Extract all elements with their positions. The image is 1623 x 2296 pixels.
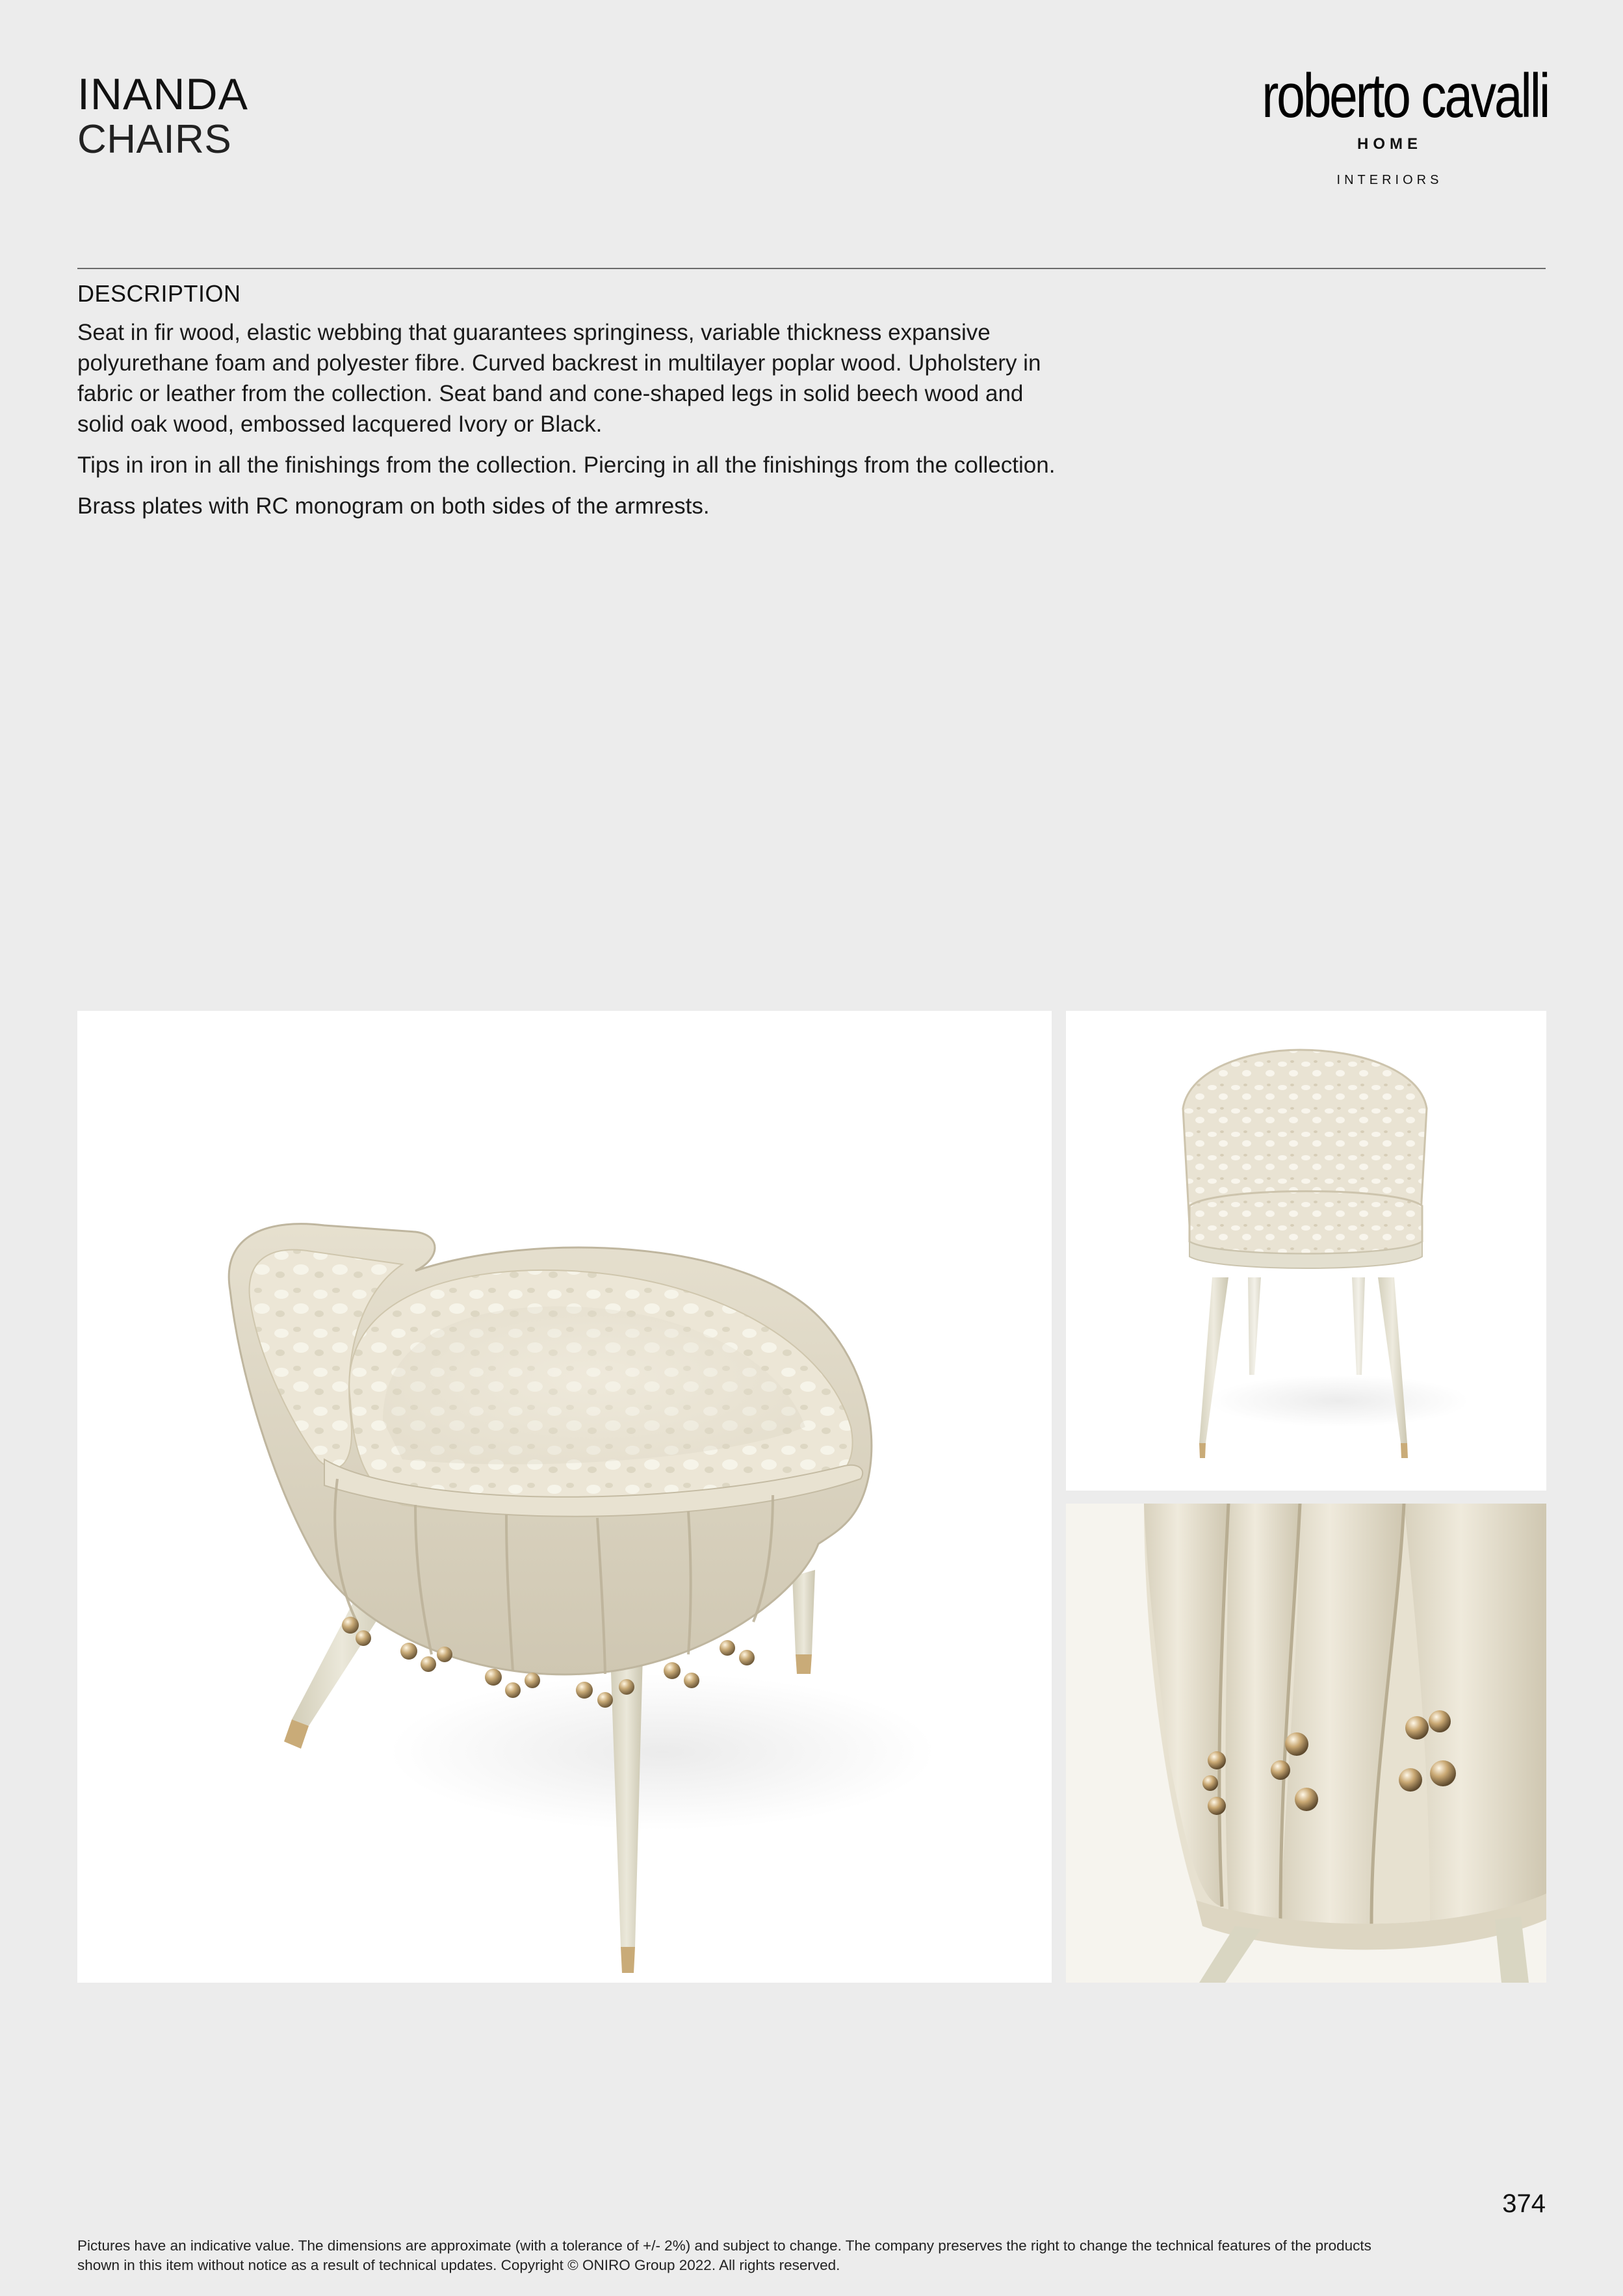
brand-home-label: HOME	[1357, 135, 1422, 153]
brand-wordmark: roberto cavalli	[1262, 61, 1549, 131]
chair-detail-view-photo	[1066, 1504, 1546, 1983]
description-section	[77, 280, 1072, 532]
chair-detail-view-illustration	[1066, 1504, 1546, 1983]
product-category: CHAIRS	[77, 117, 232, 162]
header-divider	[77, 268, 1546, 269]
footer-disclaimer: Pictures have an indicative value. The dimensions are approximate (with a tolerance of +/- 2%) and subject to change. The company preserves the right to change the technical features of the products shown in this item without notice as a result of technical updates. Copyright © ONIRO Group 2022. All rights reserved.	[77, 2237, 1371, 2273]
description-heading: DESCRIPTION	[77, 280, 241, 307]
title-block	[77, 70, 248, 161]
page-number: 374	[1502, 2189, 1546, 2218]
description-paragraph: Brass plates with RC monogram on both sides of the armrests.	[77, 493, 710, 519]
chair-front-view-photo	[1066, 1011, 1546, 1491]
chair-front-view-illustration	[1066, 1011, 1546, 1491]
brand-logo	[1234, 61, 1549, 188]
brand-interiors-label: INTERIORS	[1336, 173, 1443, 187]
chair-top-view-photo	[77, 1011, 1052, 1983]
product-title: INANDA	[77, 70, 248, 119]
description-paragraph: Tips in iron in all the finishings from the collection. Piercing in all the finishings from the collection.	[77, 452, 1056, 478]
description-paragraph: Seat in fir wood, elastic webbing that guarantees springiness, variable thickness expansive polyurethane foam and polyester fibre. Curved backrest in multilayer poplar wood. Upholstery in fabric or leather from the collection. Seat band and cone-shaped legs in solid beech wood and solid oak wood, embossed lacquered Ivory or Black.	[77, 320, 1041, 437]
chair-top-view-illustration	[77, 1011, 1052, 1983]
